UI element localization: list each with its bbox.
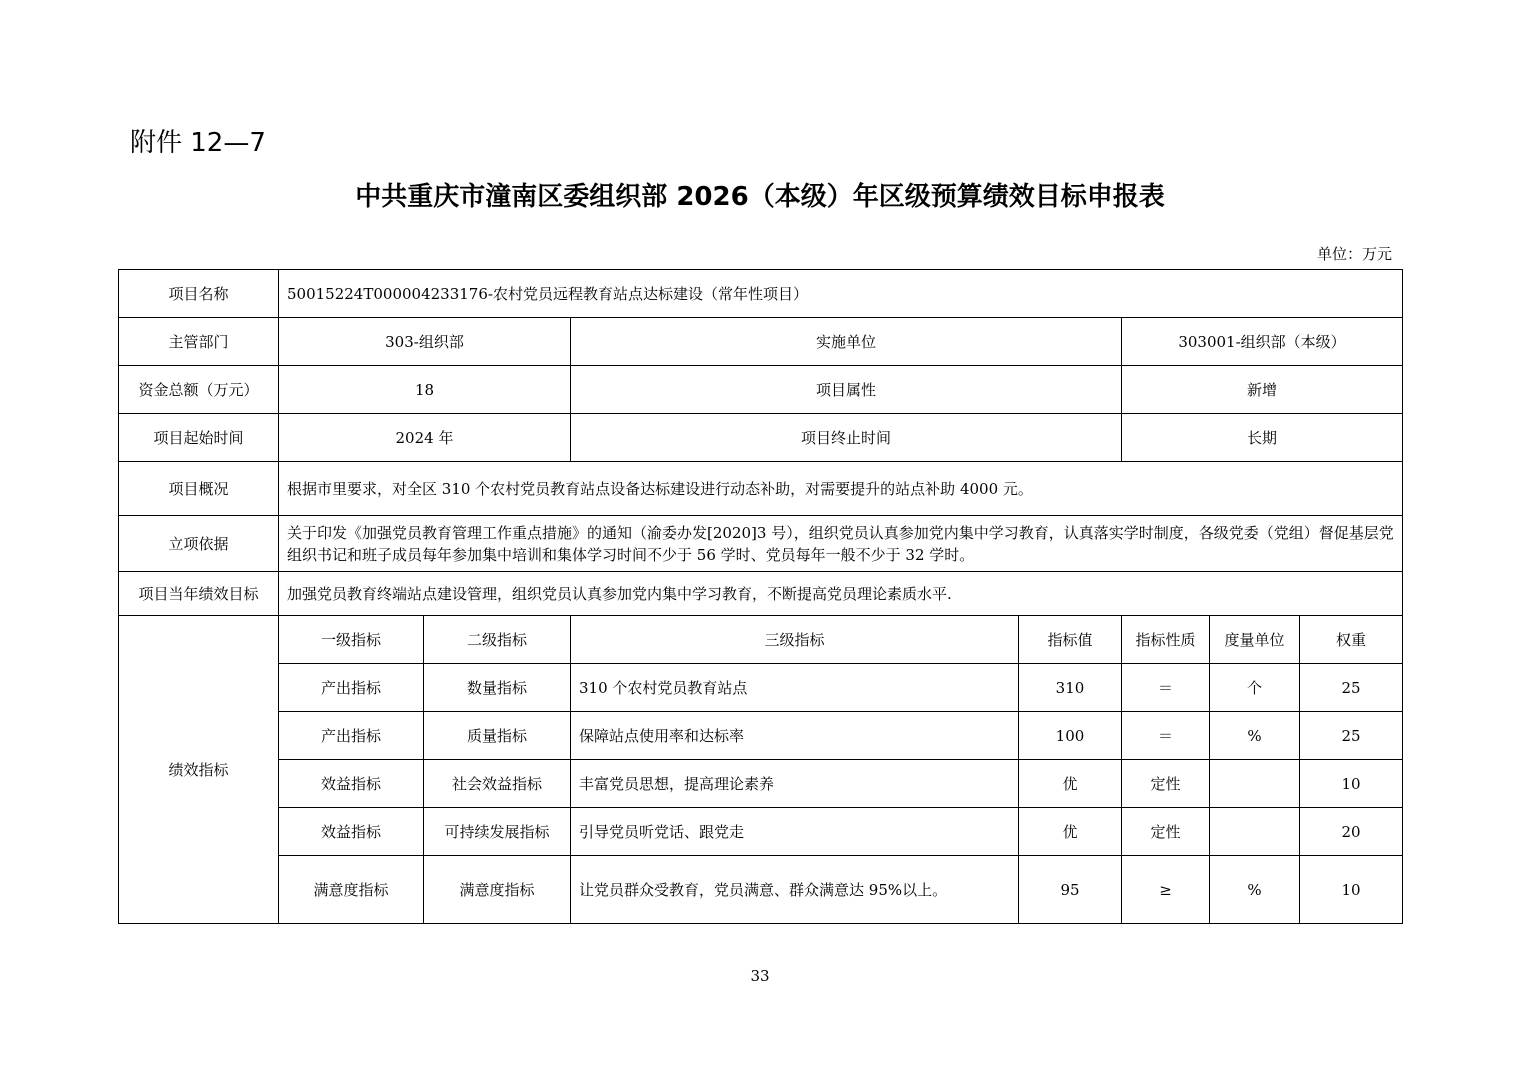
indicator-level1: 效益指标: [279, 760, 424, 808]
header-level2: 二级指标: [424, 616, 571, 664]
indicator-value: 310: [1019, 664, 1122, 712]
overview-row: [119, 462, 1403, 516]
indicator-header-row: [119, 616, 1403, 664]
indicator-unit: [1210, 808, 1300, 856]
indicator-unit: %: [1210, 856, 1300, 924]
budget-performance-table: [118, 269, 1403, 924]
indicator-level3: 保障站点使用率和达标率: [571, 712, 1019, 760]
attachment-label: 附件 12—7: [130, 128, 266, 158]
indicator-value: 优: [1019, 808, 1122, 856]
unit-label: 单位：万元: [1316, 245, 1392, 263]
department-row: [119, 318, 1403, 366]
goal-label: 项目当年绩效目标: [119, 572, 279, 616]
indicator-value: 优: [1019, 760, 1122, 808]
fund-value: 18: [279, 366, 571, 414]
indicator-level2: 可持续发展指标: [424, 808, 571, 856]
attr-label: 项目属性: [571, 366, 1122, 414]
overview-value: 根据市里要求，对全区 310 个农村党员教育站点设备达标建设进行动态补助，对需要提升的站点补助 4000 元。: [279, 462, 1403, 516]
start-time-label: 项目起始时间: [119, 414, 279, 462]
indicator-value: 100: [1019, 712, 1122, 760]
impl-unit-value: 303001-组织部（本级）: [1122, 318, 1403, 366]
header-level3: 三级指标: [571, 616, 1019, 664]
header-nature: 指标性质: [1122, 616, 1210, 664]
indicator-nature: 定性: [1122, 808, 1210, 856]
impl-unit-label: 实施单位: [571, 318, 1122, 366]
indicator-level1: 产出指标: [279, 664, 424, 712]
project-name-value: 50015224T000004233176-农村党员远程教育站点达标建设（常年性项目）: [279, 270, 1403, 318]
attr-value: 新增: [1122, 366, 1403, 414]
indicator-level3: 让党员群众受教育，党员满意、群众满意达 95%以上。: [571, 856, 1019, 924]
indicator-level1: 满意度指标: [279, 856, 424, 924]
indicator-weight: 20: [1300, 808, 1403, 856]
page-number: 33: [750, 967, 770, 985]
table-row: [119, 664, 1403, 712]
basis-label: 立项依据: [119, 516, 279, 572]
indicator-level3: 丰富党员思想，提高理论素养: [571, 760, 1019, 808]
indicator-weight: 25: [1300, 664, 1403, 712]
end-time-label: 项目终止时间: [571, 414, 1122, 462]
header-level1: 一级指标: [279, 616, 424, 664]
indicator-nature: 定性: [1122, 760, 1210, 808]
overview-label: 项目概况: [119, 462, 279, 516]
table-row: [119, 760, 1403, 808]
indicator-level1: 产出指标: [279, 712, 424, 760]
project-name-row: [119, 270, 1403, 318]
indicator-weight: 25: [1300, 712, 1403, 760]
time-row: [119, 414, 1403, 462]
goal-row: [119, 572, 1403, 616]
header-value: 指标值: [1019, 616, 1122, 664]
indicators-section-label: 绩效指标: [119, 616, 279, 924]
indicator-level2: 质量指标: [424, 712, 571, 760]
indicator-nature: ＝: [1122, 712, 1210, 760]
end-time-value: 长期: [1122, 414, 1403, 462]
indicator-value: 95: [1019, 856, 1122, 924]
document-title: 中共重庆市潼南区委组织部 2026（本级）年区级预算绩效目标申报表: [355, 182, 1165, 212]
indicator-nature: ≥: [1122, 856, 1210, 924]
indicator-level1: 效益指标: [279, 808, 424, 856]
goal-value: 加强党员教育终端站点建设管理，组织党员认真参加党内集中学习教育，不断提高党员理论素质水平.: [279, 572, 1403, 616]
indicator-unit: %: [1210, 712, 1300, 760]
table-row: [119, 808, 1403, 856]
table-row: [119, 712, 1403, 760]
indicator-level2: 社会效益指标: [424, 760, 571, 808]
indicator-weight: 10: [1300, 760, 1403, 808]
indicator-level2: 满意度指标: [424, 856, 571, 924]
dept-label: 主管部门: [119, 318, 279, 366]
indicator-unit: [1210, 760, 1300, 808]
basis-value: 关于印发《加强党员教育管理工作重点措施》的通知（渝委办发[2020]3 号），组织党员认真参加党内集中学习教育，认真落实学时制度，各级党委（党组）督促基层党组织书记和班子成员每年参加集中培训和集体学习时间不少于 56 学时、党员每年一般不少于 32 学时。: [279, 516, 1403, 572]
basis-row: [119, 516, 1403, 572]
fund-label: 资金总额（万元）: [119, 366, 279, 414]
indicator-level3: 引导党员听党话、跟党走: [571, 808, 1019, 856]
start-time-value: 2024 年: [279, 414, 571, 462]
header-unit: 度量单位: [1210, 616, 1300, 664]
dept-value: 303-组织部: [279, 318, 571, 366]
fund-row: [119, 366, 1403, 414]
table-row: [119, 856, 1403, 924]
project-name-label: 项目名称: [119, 270, 279, 318]
header-weight: 权重: [1300, 616, 1403, 664]
indicator-unit: 个: [1210, 664, 1300, 712]
indicator-level3: 310 个农村党员教育站点: [571, 664, 1019, 712]
indicator-weight: 10: [1300, 856, 1403, 924]
indicator-level2: 数量指标: [424, 664, 571, 712]
indicator-nature: ＝: [1122, 664, 1210, 712]
